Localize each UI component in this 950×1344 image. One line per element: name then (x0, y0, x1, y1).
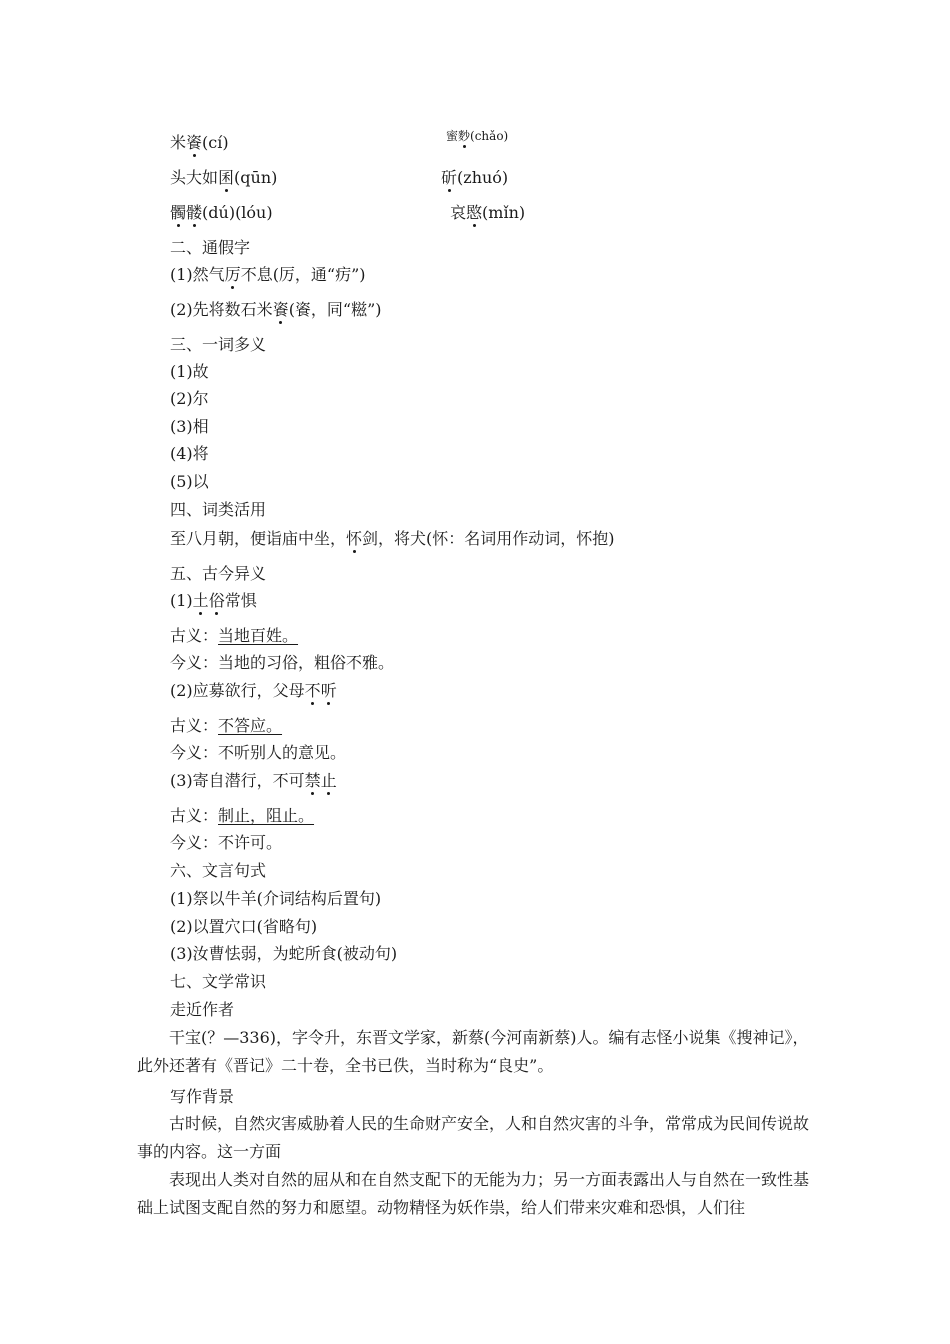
dotted-char: 止 (320, 771, 337, 790)
s5-jin-2: 今义：不听别人的意见。 (170, 743, 347, 762)
pinyin: (dú)(lóu) (202, 203, 273, 222)
pinyin: (mǐn) (482, 203, 526, 222)
dotted-char: 听 (320, 681, 337, 700)
text: 常惧 (224, 591, 257, 610)
author-heading: 走近作者 (170, 1000, 235, 1019)
label: 古义： (170, 806, 219, 825)
text: 米 (170, 133, 187, 152)
pron-right-1 (446, 124, 508, 147)
s3-item: (5)以 (170, 472, 209, 491)
pron-right-3 (450, 202, 525, 224)
section-title-5: 五、古今异义 (170, 564, 267, 583)
text: (2)先将数石米 (170, 300, 273, 319)
pinyin: (chǎo) (470, 129, 509, 143)
s5-word-3 (170, 770, 337, 792)
s5-gu-2 (170, 715, 282, 737)
s3-item: (3)相 (170, 417, 209, 436)
dotted-char: 斫 (441, 168, 458, 187)
section-title-4: 四、词类活用 (170, 500, 267, 519)
answer: 当地百姓。 (218, 626, 299, 645)
s2-item-1 (170, 264, 366, 286)
dotted-char: 愍 (466, 203, 483, 222)
s5-word-1 (170, 590, 257, 612)
text: (1) (170, 591, 193, 610)
text: 头大如 (170, 168, 219, 187)
pron-left-3 (170, 202, 273, 224)
pinyin: (cí) (202, 133, 229, 152)
dotted-char: 麨 (458, 129, 471, 143)
s5-gu-1 (170, 625, 298, 647)
text: (餈，同“糍”) (288, 300, 382, 319)
s6-item: (2)以置穴口(省略句) (170, 917, 318, 936)
label: 古义： (170, 716, 219, 735)
pinyin: (zhuó) (457, 168, 509, 187)
pinyin: (qūn) (234, 168, 278, 187)
s5-jin-3: 今义：不许可。 (170, 833, 283, 852)
s4-item (170, 528, 615, 550)
section-title-3: 三、一词多义 (170, 335, 267, 354)
text: 至八月朝，便诣庙中坐， (170, 529, 347, 548)
text: (2)应募欲行，父母 (170, 681, 305, 700)
dotted-char: 禁 (304, 771, 321, 790)
text: (1)然气 (170, 265, 225, 284)
s3-item: (2)尔 (170, 389, 209, 408)
text: 不息(厉，通“疠”) (240, 265, 366, 284)
s6-item: (3)汝曹怯弱，为蛇所食(被动句) (170, 944, 398, 963)
s5-word-2 (170, 680, 337, 702)
dotted-char: 餈 (272, 300, 289, 319)
s5-jin-1: 今义：当地的习俗，粗俗不雅。 (170, 653, 395, 672)
dotted-char: 俗 (208, 591, 225, 610)
pron-left-1 (170, 132, 229, 154)
dotted-char: 髅 (186, 203, 203, 222)
dotted-char: 囷 (218, 168, 235, 187)
pron-left-2 (170, 167, 277, 189)
section-title-6: 六、文言句式 (170, 861, 267, 880)
s5-gu-3 (170, 805, 314, 827)
dotted-char: 厉 (224, 265, 241, 284)
s6-item: (1)祭以牛羊(介词结构后置句) (170, 889, 382, 908)
section-title-2: 二、通假字 (170, 238, 251, 257)
text: 哀 (450, 203, 467, 222)
answer: 不答应。 (218, 716, 283, 735)
dotted-char: 餈 (186, 133, 203, 152)
section-title-7: 七、文学常识 (170, 972, 267, 991)
text: (3)寄自潜行，不可 (170, 771, 305, 790)
s3-item: (4)将 (170, 444, 209, 463)
dotted-char: 土 (192, 591, 209, 610)
background-paragraph-1: 古时候，自然灾害威胁着人民的生命财产安全，人和自然灾害的斗争，常常成为民间传说故事的内容。这一方面 (137, 1114, 810, 1161)
text: 剑，将犬(怀：名词用作动词，怀抱) (362, 529, 615, 548)
pron-right-2 (441, 167, 508, 189)
label: 古义： (170, 626, 219, 645)
answer: 制止，阻止。 (218, 806, 315, 825)
dotted-char: 怀 (346, 529, 363, 548)
background-heading: 写作背景 (170, 1087, 235, 1106)
text: 蜜 (446, 129, 459, 143)
background-paragraph-2: 表现出人类对自然的屈从和在自然支配下的无能为力；另一方面表露出人与自然在一致性基础上试图支配自然的努力和愿望。动物精怪为妖作祟，给人们带来灾难和恐惧，人们往 (137, 1170, 810, 1217)
dotted-char: 不 (304, 681, 321, 700)
s3-item: (1)故 (170, 362, 209, 381)
dotted-char: 髑 (170, 203, 187, 222)
author-paragraph: 干宝(？—336)，字令升，东晋文学家，新蔡(今河南新蔡)人。编有志怪小说集《搜神记》，此外还著有《晋记》二十卷，全书已佚，当时称为“良史”。 (137, 1028, 809, 1075)
s2-item-2 (170, 299, 382, 321)
